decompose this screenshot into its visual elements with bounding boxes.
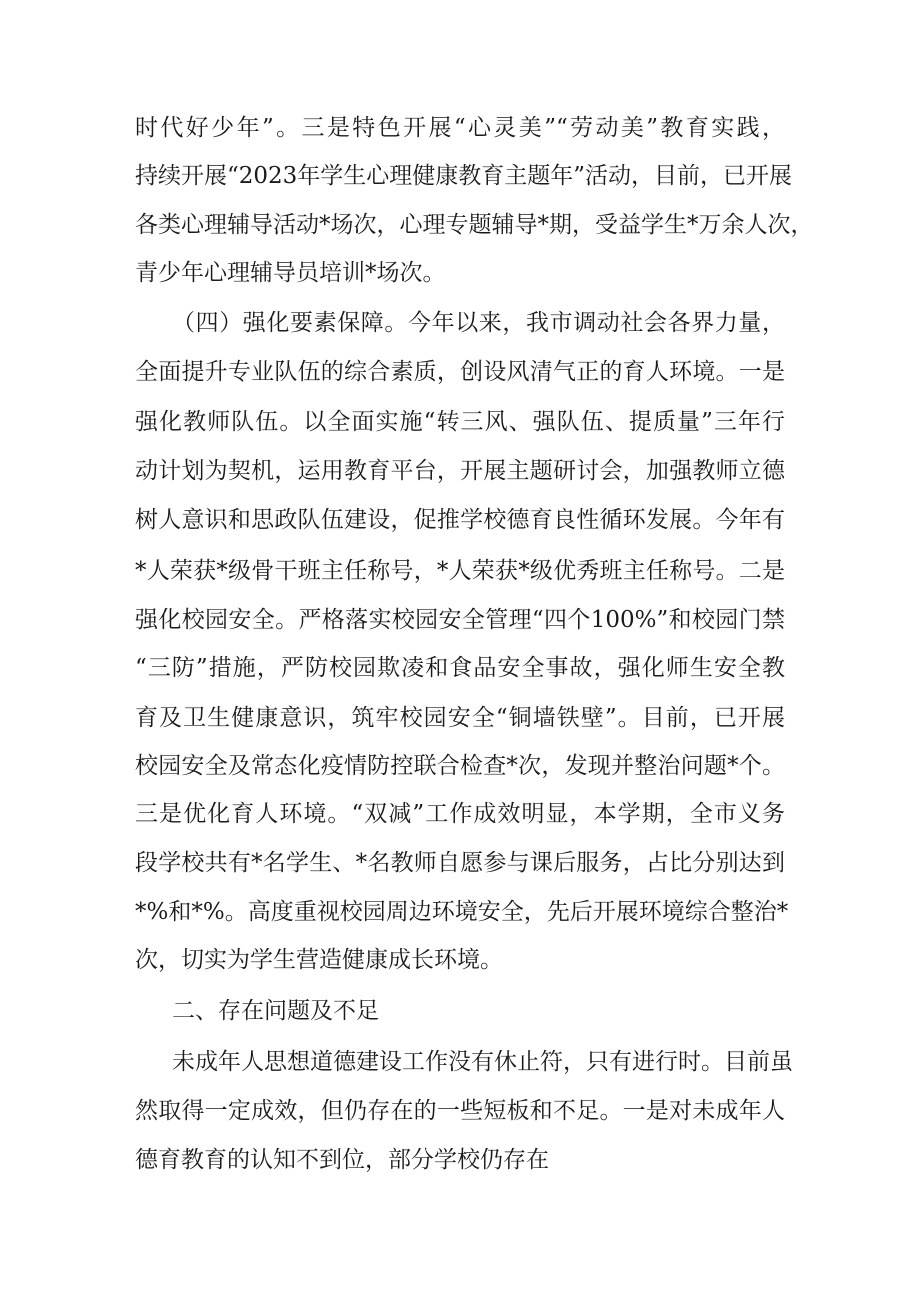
- paragraph-2-line-11: 三是优化育人环境。“双减”工作成效明显，本学期，全市义务: [135, 801, 785, 827]
- paragraph-2-line-14: 次，切实为学生营造健康成长环境。: [135, 947, 503, 973]
- paragraph-1-line-2: 持续开展“2023年学生心理健康教育主题年”活动，目前，已开展: [135, 163, 793, 189]
- section-heading: 二、存在问题及不足: [172, 998, 379, 1024]
- paragraph-3-line-1: 未成年人思想道德建设工作没有休止符，只有进行时。目前虽: [172, 1049, 793, 1075]
- paragraph-2-line-8: “三防”措施，严防校园欺凌和食品安全事故，强化师生安全教: [135, 655, 785, 681]
- paragraph-2-line-2: 全面提升专业队伍的综合素质，创设风清气正的育人环境。一是: [135, 359, 785, 385]
- paragraph-2-line-3: 强化教师队伍。以全面实施“转三风、强队伍、提质量”三年行: [135, 409, 785, 435]
- paragraph-2-line-12: 段学校共有*名学生、*名教师自愿参与课后服务，占比分别达到: [135, 850, 785, 876]
- paragraph-3-line-2: 然取得一定成效，但仍存在的一些短板和不足。一是对未成年人: [135, 1098, 785, 1124]
- paragraph-2-line-7: 强化校园安全。严格落实校园安全管理“四个100%”和校园门禁: [135, 607, 785, 633]
- paragraph-2-line-1: （四）强化要素保障。今年以来，我市调动社会各界力量，: [172, 310, 785, 336]
- paragraph-2-line-5: 树人意识和思政队伍建设，促推学校德育良性循环发展。今年有: [135, 507, 785, 533]
- paragraph-2-line-13: *%和*%。高度重视校园周边环境安全，先后开展环境综合整治*: [135, 899, 789, 925]
- paragraph-3-line-3: 德育教育的认知不到位，部分学校仍存在: [135, 1147, 549, 1173]
- paragraph-2-line-9: 育及卫生健康意识，筑牢校园安全“铜墙铁壁”。目前，已开展: [135, 705, 785, 731]
- paragraph-1-line-1: 时代好少年”。三是特色开展“心灵美”“劳动美”教育实践，: [135, 115, 785, 141]
- paragraph-1-line-4: 青少年心理辅导员培训*场次。: [135, 260, 446, 286]
- paragraph-2-line-10: 校园安全及常态化疫情防控联合检查*次，发现并整治问题*个。: [135, 753, 785, 779]
- paragraph-2-line-6: *人荣获*级骨干班主任称号，*人荣获*级优秀班主任称号。二是: [135, 558, 785, 584]
- paragraph-1-line-3: 各类心理辅导活动*场次，心理专题辅导*期，受益学生*万余人次，: [135, 212, 814, 238]
- paragraph-2-line-4: 动计划为契机，运用教育平台，开展主题研讨会，加强教师立德: [135, 458, 785, 484]
